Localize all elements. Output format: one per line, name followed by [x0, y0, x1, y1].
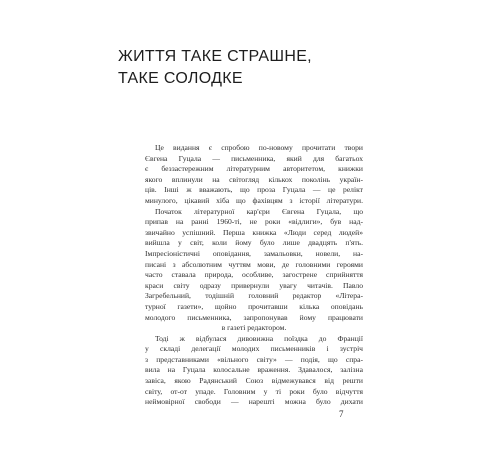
text-line: звичайно успішний. Перша книжка «Люди серед людей» [145, 227, 363, 237]
paragraph-2 [145, 207, 363, 334]
text-line: у складі делегації молодих письменників і зустріч [145, 344, 363, 354]
chapter-title-line-2: ТАКЕ СОЛОДКЕ [118, 70, 243, 87]
text-line: з представниками «вільного світу» — подія, що спра- [145, 354, 363, 364]
page-number: 7 [339, 409, 344, 419]
text-line: минулого, цікавий хіба що фахівцям з історії літератури. [145, 195, 363, 205]
text-line: світу, от-от упаде. Головним у ті роки було відчуття [145, 386, 363, 396]
text-line: писані з абсолютним чуттям мови, де головними героями [145, 259, 363, 269]
text-line: часто ставала природа, особливе, загострене сприйняття [145, 270, 363, 280]
text-line: Євгена Гуцала — письменника, який для багатьох [145, 153, 363, 163]
text-line: ців. Інші ж вважають, що проза Гуцала — це релікт [145, 185, 363, 195]
text-line: вила на Гуцала колосальне враження. Здавалося, залізна [145, 365, 363, 375]
text-line: є беззастережним літературним авторитетом, книжки [145, 164, 363, 174]
text-line: вийшла у світ, коли йому було лише двадцять п'ять. [145, 238, 363, 248]
paragraph-3 [145, 334, 363, 408]
text-line: неймовірної свободи — нарешті можна було дихати [145, 397, 363, 407]
text-line: припав на ранні 1960-ті, не роки «відлиги», був над- [145, 217, 363, 227]
text-line: якого вплинули на світогляд кількох поколінь україн- [145, 174, 363, 184]
text-line: молодого письменника, запропонував йому працювати [145, 312, 363, 322]
text-line: краси світу одразу привернули увагу читачів. Павло [145, 280, 363, 290]
chapter-title [118, 46, 418, 90]
chapter-title-line-1: ЖИТТЯ ТАКЕ СТРАШНЕ, [118, 48, 312, 65]
paragraph-1 [145, 143, 363, 207]
text-line: Це видання є спробою по-новому прочитати твори [155, 143, 363, 152]
text-line: Тоді ж відбулася дивовижна поїздка до Франції [155, 333, 363, 343]
text-line: турної газети», щойно прочитавши кілька оповідань [145, 301, 363, 311]
text-line: Загребельний, тодішній головний редактор «Літера- [145, 291, 363, 301]
text-line: Імпресіоністичні оповідання, замальовки, новели, на- [145, 248, 363, 258]
body-text [145, 143, 363, 408]
text-line: завіса, якою Радянський Союз відмежувався від решти [145, 376, 363, 386]
text-line: в газеті редактором. [221, 323, 287, 333]
text-line: Початок літературної кар'єри Євгена Гуцала, що [155, 206, 363, 216]
